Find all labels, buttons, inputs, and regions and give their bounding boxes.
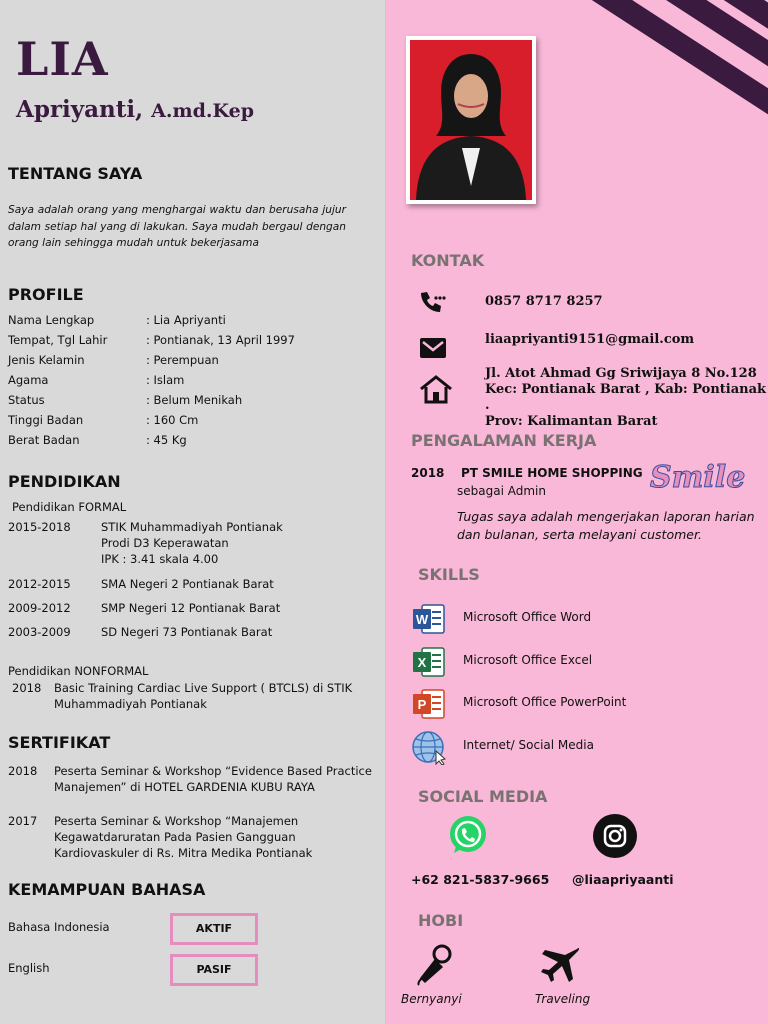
formal-education-year: 2003-2009	[8, 625, 71, 639]
instagram-icon[interactable]	[593, 814, 637, 862]
profile-key: Nama Lengkap	[8, 313, 95, 327]
hobbies-title: HOBI	[418, 911, 464, 930]
company-logo-text: Smile	[650, 460, 746, 495]
formal-education-line: STIK Muhammadiyah Pontianak	[101, 520, 283, 534]
experience-year: 2018	[411, 466, 445, 480]
profile-key: Status	[8, 393, 45, 407]
experience-company: PT SMILE HOME SHOPPING	[461, 466, 643, 480]
word-icon	[412, 603, 446, 635]
instagram-handle[interactable]: @liaapriyaanti	[572, 872, 674, 887]
profile-key: Tempat, Tgl Lahir	[8, 333, 108, 347]
profile-key: Agama	[8, 373, 49, 387]
formal-education-line: SMA Negeri 2 Pontianak Barat	[101, 577, 274, 591]
profile-key: Berat Badan	[8, 433, 80, 447]
last-name	[16, 96, 254, 123]
profile-key: Tinggi Badan	[8, 413, 84, 427]
experience-role: sebagai Admin	[457, 484, 546, 498]
certificates-title: SERTIFIKAT	[8, 733, 111, 752]
education-title: PENDIDIKAN	[8, 472, 121, 491]
experience-title: PENGALAMAN KERJA	[411, 431, 597, 450]
formal-education-line: SMP Negeri 12 Pontianak Barat	[101, 601, 281, 615]
experience-description	[457, 508, 755, 544]
profile-value: : Islam	[146, 373, 185, 387]
skill-label: Microsoft Office PowerPoint	[463, 695, 627, 709]
skills-title: SKILLS	[418, 565, 480, 584]
microphone-icon	[414, 944, 454, 990]
email-address[interactable]: liaapriyanti9151@gmail.com	[485, 332, 695, 347]
certificate-line: Kardiovaskuler di Rs. Mitra Medika Pontianak	[54, 846, 313, 860]
home-icon	[418, 374, 454, 408]
certificate-line: Peserta Seminar & Workshop “Evidence Based Practice	[54, 764, 372, 778]
formal-education-line: IPK : 3.41 skala 4.00	[101, 552, 219, 566]
nonformal-education-line: Muhammadiyah Pontianak	[54, 697, 207, 711]
svg-text:P: P	[417, 697, 427, 712]
language-level-2: PASIF	[170, 954, 258, 986]
certificate-year: 2017	[8, 814, 38, 828]
profile-title: PROFILE	[8, 285, 84, 304]
social-title: SOCIAL MEDIA	[418, 787, 548, 806]
globe-icon	[412, 731, 446, 763]
formal-education-year: 2009-2012	[8, 601, 71, 615]
profile-value: : Perempuan	[146, 353, 219, 367]
name-suffix: A.md.Kep	[151, 100, 254, 122]
profile-value: : 45 Kg	[146, 433, 187, 447]
nonformal-label: Pendidikan NONFORMAL	[8, 664, 149, 678]
formal-label: Pendidikan FORMAL	[12, 500, 127, 514]
certificate-year: 2018	[8, 764, 38, 778]
svg-text:W: W	[415, 612, 429, 627]
address-line-1: Jl. Atot Ahmad Gg Sriwijaya 8 No.128	[485, 366, 757, 381]
decor-stripe-1	[574, 0, 768, 130]
experience-desc-line-1: Tugas saya adalah mengerjakan laporan harian	[457, 509, 755, 524]
skill-label: Internet/ Social Media	[463, 738, 594, 752]
address	[485, 366, 768, 430]
nonformal-education-line: Basic Training Cardiac Live Support ( BTCLS) di STIK	[54, 681, 353, 695]
skill-label: Microsoft Office Word	[463, 610, 592, 624]
profile-value: : 160 Cm	[146, 413, 199, 427]
hobby-label-2: Traveling	[535, 992, 591, 1006]
language-name-2: English	[8, 961, 50, 975]
language-level-1: AKTIF	[170, 913, 258, 945]
first-name: LIA	[16, 32, 109, 86]
certificate-line: Kegawatdaruratan Pada Pasien Gangguan	[54, 830, 296, 844]
contact-title: KONTAK	[411, 251, 485, 270]
experience-desc-line-2: dan bulanan, serta melayani customer.	[457, 527, 702, 542]
airplane-icon	[539, 945, 581, 989]
profile-value: : Lia Apriyanti	[146, 313, 226, 327]
formal-education-year: 2015-2018	[8, 520, 71, 534]
formal-education-year: 2012-2015	[8, 577, 71, 591]
phone-icon	[418, 290, 448, 318]
about-text: Saya adalah orang yang menghargai waktu dan berusaha jujur dalam setiap hal yang di lakukan. Saya mudah bergaul dengan orang lain sehingga mudah untuk bekerjasama	[8, 204, 346, 249]
last-name-text: Apriyanti,	[16, 96, 144, 123]
about-title: TENTANG SAYA	[8, 164, 143, 183]
excel-icon	[412, 646, 446, 678]
address-line-2: Kec: Pontianak Barat , Kab: Pontianak .	[485, 382, 767, 413]
profile-photo	[406, 36, 536, 204]
whatsapp-icon[interactable]	[448, 815, 488, 859]
right-column	[385, 0, 768, 1024]
profile-value: : Belum Menikah	[146, 393, 243, 407]
whatsapp-number[interactable]: +62 821-5837-9665	[411, 872, 550, 887]
certificate-line: Peserta Seminar & Workshop “Manajemen	[54, 814, 299, 828]
photo-portrait	[406, 36, 536, 204]
skill-label: Microsoft Office Excel	[463, 653, 593, 667]
mail-icon	[419, 337, 447, 363]
profile-key: Jenis Kelamin	[8, 353, 85, 367]
hobby-label-1: Bernyanyi	[401, 992, 462, 1006]
nonformal-education-year: 2018	[12, 681, 42, 695]
powerpoint-icon	[412, 688, 446, 720]
profile-value: : Pontianak, 13 April 1997	[146, 333, 295, 347]
formal-education-line: SD Negeri 73 Pontianak Barat	[101, 625, 273, 639]
languages-title: KEMAMPUAN BAHASA	[8, 880, 206, 899]
svg-text:X: X	[417, 655, 427, 670]
formal-education-line: Prodi D3 Keperawatan	[101, 536, 229, 550]
phone-number[interactable]: 0857 8717 8257	[485, 294, 603, 309]
address-line-3: Prov: Kalimantan Barat	[485, 414, 658, 429]
certificate-line: Manajemen” di HOTEL GARDENIA KUBU RAYA	[54, 780, 315, 794]
language-name-1: Bahasa Indonesia	[8, 920, 110, 934]
company-logo	[650, 460, 746, 502]
